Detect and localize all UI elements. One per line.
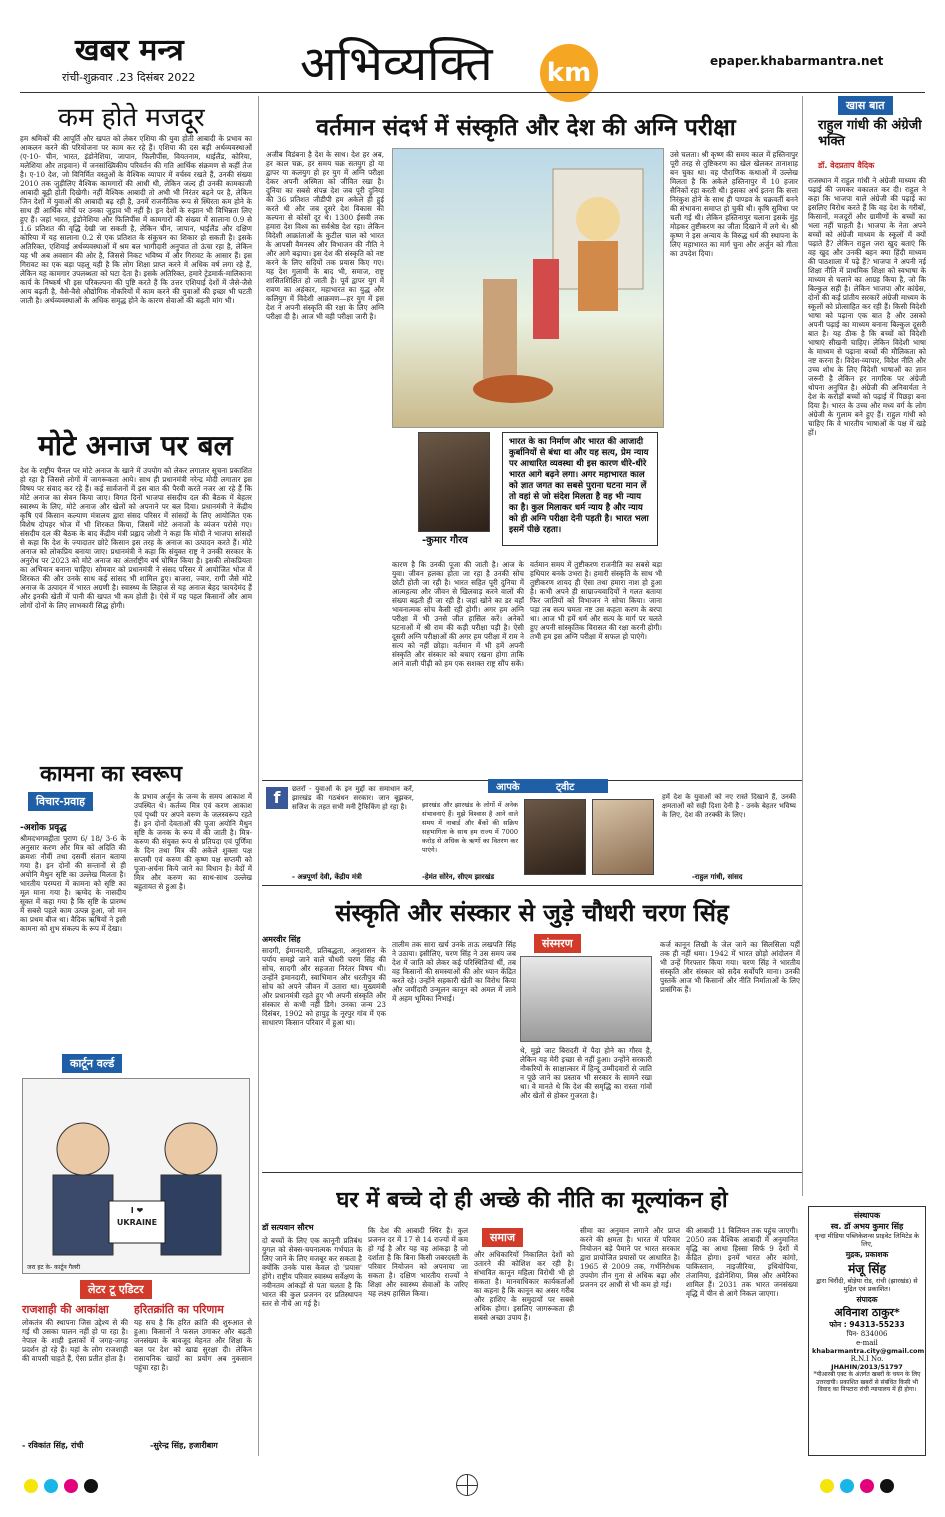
main-col-3: उसे चलता। श्री कृष्ण की समय काल में हस्तिनापुर पूरी तरह से तुष्टिकरण का खेल खेलकर तानाशाह बन चुका था। वह पौराणिक कथाओं में उल्लेख मिलता है कि अकेले हस्तिनापुर में 10 हजार सैनिकों रहा करती थी। इसका अर्थ इतना कि सत्ता निरंकुश होने के साथ ही पाण्डव के चक्रवर्ती बनने की संभावना समाप्त हो चुकी थी। कृषि सुविधा पर चली गई थी। लेकिन हस्तिनापुर चलाना इसके मुंह मोड़कर तुष्टीकरण का जीता दिखाने में लगे थे। श्री कृष्ण ने इस अन्याय के विरुद्ध धर्म की स्थापना के लिए महाभारत का मार्ग चुना और अर्जुन को गीता का उपदेश दिया। <box>670 150 798 258</box>
feature-3-col-4: सीमा का अनुमान लगाने और प्राप्त करने की क्षमता है। भारत में परिवार नियोजन बड़े पैमाने पर भारत सरकार द्वारा प्रायोजित प्रयासों पर आधारित है। 1965 से 2009 तक, गर्भनिरोधक उपयोग तीन गुना से अधिक बढ़ा और प्रजनन दर आधी से भी कम हो गई। <box>580 1226 680 1289</box>
imprint-address: द्वारा चिरौंदी, बोड़ेया रोड, रांची (झारखंड) से मुद्रित एवं प्रकाशित। <box>816 1277 918 1293</box>
charan-singh-photo <box>520 956 652 1042</box>
feature-2-headline: संस्कृति और संस्कार से जुड़े चौधरी चरण सिंह <box>335 899 729 927</box>
imprint-rni: R.N.I No. <box>850 1355 884 1363</box>
right-post-author: -राहुल गांधी, सांसद <box>692 873 743 881</box>
right-headline: राहुल गांधी की अंग्रेजी भक्ति <box>818 118 922 149</box>
right-body: राजस्थान में राहुल गांधी ने अंग्रेजी माध्यम की पढ़ाई की जमकर वकालत कर दी। राहुल ने कहा कि भाजपा वाले अंग्रेजी की पढ़ाई का इसलिए विरोध करते हैं कि वह देश के गरीबों, किसानों, मजदूरों और ग्रामीणों के बच्चों का भला नहीं चाहती है। भाजपा के नेता अपने बच्चों को अंग्रेजी माध्यम के स्कूलों में क्यों पढ़ाते हैं? लेकिन राहुल जरा खुद बताएं कि वह खुद और उनकी बहन क्या हिंदी माध्यम की पाठशाला में पढ़े हैं? भाजपा ने अपनी नई शिक्षा नीति में प्राथमिक शिक्षा को स्वभाषा के माध्यम से चलाने का आग्रह किया है, जो कि बिल्कुल सही है। लेकिन भाजपा और कांग्रेस, दोनों की कई प्रांतीय सरकारें अंग्रेजी माध्यम के स्कूलों को प्रोत्साहित कर रही हैं। किसी विदेशी भाषा को पढ़ाना एक बात है और उसको अपनी पढ़ाई का माध्यम बनाना बिल्कुल दूसरी बात है। यह ठीक है कि बच्चों को विदेशी भाषाएं सीखनी चाहिए। लेकिन विदेशी भाषा के माध्यम से पढ़ाना बच्चों की मौलिकता को नष्ट करना है। विदेश-व्यापार, विदेश नीति और उच्च शोध के लिए विदेशी भाषाओं का ज्ञान जरूरी है लेकिन हर नागरिक पर अंग्रेजी थोपना अनुचित है। अंग्रेजी की अनिवार्यता ने देश के करोड़ों बच्चों को पढ़ाई में पिछड़ा बना दिया है। भारत के उच्च और मध्य वर्ग के लोग अंग्रेजी के गुलाम बने हुए हैं। राहुल गांधी को चाहिए कि वे भारतीय भाषाओं के पक्ष में खड़े हों। <box>808 176 926 437</box>
imprint-email-label: e-mail <box>856 1339 878 1347</box>
imprint-title: संस्थापक <box>853 1211 881 1220</box>
editorial-3-headline: कामना का स्वरूप <box>40 762 182 787</box>
imprint-rni-no: JHAHIN/2013/51797 <box>831 1363 903 1371</box>
letter-1-body: लोकतंत्र की स्थापना जिस उद्देश्य से की गई थी उसका पालन नहीं हो पा रहा है। नेपाल के शाही इलाकों में जगह-जगह प्रदर्शन हो रहे हैं। यहां के लोग राजशाही की वापसी चाहते हैं, ऐसा प्रतीत होता है। <box>22 1318 128 1363</box>
letter-1-author: - रविकांत सिंह, रांची <box>22 1441 84 1450</box>
cartoon-image <box>22 1078 250 1274</box>
feature-2-author: अमरवीर सिंह <box>262 935 301 944</box>
imprint-email[interactable]: khabarmantra.city@gmail.com <box>812 1347 925 1355</box>
sansmaran-tag: संस्मरण <box>534 934 581 953</box>
editorial-3-author: -अशोक प्रवृद्ध <box>20 823 67 833</box>
feature-3-col-3: और अधिकारियों निकालित देशों को उतारने की कोशिश कर रही है। संभावित कानून महिला विरोधी भी हो सकता है। मानवाधिकार कार्यकर्ताओं का कहना है कि कानून का असर गरीब और हाशिए के समुदायों पर सबसे अधिक होगा। इसलिए जागरूकता ही सबसे अच्छा उपाय है। <box>474 1250 574 1322</box>
imprint-note: *पीआरबी एक्ट के अंतर्गत खबरों के चयन के लिए उत्तरदायी। प्रकाशित खबरों से संबंधित किसी भी विवाद का निपटारा रांची न्यायालय में ही होगा। <box>813 1371 921 1393</box>
feature-3-headline: घर में बच्चे दो ही अच्छे की नीति का मूल्यांकन हो <box>336 1188 728 1213</box>
imprint-ed-label: संपादक <box>856 1295 878 1304</box>
tweet-header-b: ट्वीट <box>556 782 575 793</box>
feature-3-author: डॉ सत्यवान सौरभ <box>262 1223 314 1232</box>
main-col-2: कारण है कि उनकी पूजा की जाती है। आज के युवा। जीवन हलका होता जा रहा है उनकी सोच छोटी होती जा रही है। भारत सहित पूरी दुनिया में आत्महत्या और जीवन से खिलवाड़ करने वालों की संख्या बढ़ती ही जा रही है। जहां खोने का डर वहाँ भावनात्मक सोच कैसी रही होगी। अगर हम अग्नि परीक्षा में भी उनसे जीत हासिल करें। अनेकों घटनाओं में श्री राम की कड़ी परीक्षा पड़ी है। ऐसी दूसरी अग्नि परीक्षाओं की अगर हम परीक्षा में राम ने सत्य को नहीं छोड़ा। वर्तमान में भी हमें अपनी संस्कृति और संस्कार को बचाए रखना होगा ताकि आने वाली पीढ़ी को हम एक सशक्त राष्ट्र सौंप सकें। <box>392 560 524 668</box>
section-title: अभिव्यक्ति <box>300 36 493 92</box>
facebook-author: - अन्नपूर्णा देवी, केंद्रीय मंत्री <box>292 873 362 881</box>
letters-tag: लेटर टू एडिटर <box>80 1280 152 1299</box>
cartoon-sign-text: I ❤ UKRAINE <box>116 1206 158 1227</box>
cartoon-credit: जरा हट के- कार्टून गैलरी <box>27 1264 81 1271</box>
feature-2-col-4: कर्ज कानून लिखी के जेल जाने का सिलसिला यहीं तक ही नहीं थमा। 1942 में भारत छोड़ो आंदोलन में भी उन्हें गिरफ्तार किया गया। चरण सिंह ने भारतीय संस्कृति और संस्कार को सदैव सर्वोपरि माना। उनकी पुस्तकें आज भी किसानों और नीति निर्माताओं के लिए प्रासंगिक हैं। <box>660 940 800 994</box>
illustration-image <box>392 148 664 428</box>
feature-2-col-2: तालीम तक सारा खर्च उनके ताऊ लखपति सिंह ने उठाया। इसीलिए, चरण सिंह ने उस समय जब देश में जाति को लेकर कई परिस्थितियां थीं, तब वह किसानों की समस्याओं की ओर ध्यान केंद्रित करते रहे। उन्होंने सहकारी खेती का विरोध किया और जमींदारी उन्मूलन कानून को अमल में लाने में अहम भूमिका निभाई। <box>392 940 516 1003</box>
editorial-3-body-cont: के प्रभाव अर्जुन के जन्म के समय आकाश में उपस्थित थे। कर्तव्य मित्र एवं करण आकाश एवं पृथ्वी पर अपने वरुण के जलस्वरूप रहते हैं। इन दोनों देवताओं की पूजा अयोनि मैथुन सृष्टि के जनक के रूप में की जाती है। मित्र-करुण की संयुक्त रूप से प्रतिपदा एवं पूर्णिमा के दिन तथा मित्र की अकेले शुक्ला पक्ष सप्तमी एवं करुण की कृष्ण पक्ष सप्तमी को पूजा-अर्चना किये जाने का विधान है। वेदों में मित्र और करुण का साथ-साथ उल्लेख बहुतायत से हुआ है। <box>134 792 252 891</box>
hemant-soren-photo <box>524 799 586 875</box>
imprint-pin: पिन- 834006 <box>846 1330 888 1338</box>
rahul-gandhi-photo <box>592 799 654 875</box>
imprint-box <box>808 1206 926 1456</box>
feature-3-col-1: दो बच्चों के लिए एक कानूनी प्रतिबंध युगल को सेक्स-चयनात्मक गर्भपात के लिए जाने के लिए मजबूर कर सकता है क्योंकि उनके पास केवल दो 'प्रयास' होंगे। राष्ट्रीय परिवार स्वास्थ्य सर्वेक्षण के नवीनतम आंकड़ों से पता चलता है कि भारत की कुल प्रजनन दर प्रतिस्थापन स्तर से नीचे आ गई है। <box>262 1236 362 1308</box>
cartoon-drawing <box>23 1079 250 1274</box>
mid-post: झारखंड और झारखंड के लोगों में अनेक संभावनाएं हैं। मुझे विश्वास है आने वाले समय में नाबार्ड और बैंकों की सक्रिय सहभागिता के साथ हम राज्य में 7000 करोड़ से अधिक के ऋणों का वितरण कर पाएंगे। <box>422 801 518 854</box>
feature-3-col-2: कि देश की आबादी स्थिर है। कुल प्रजनन दर में 17 से 14 राज्यों में कम हो गई है और यह वह आंकड़ा है जो दर्शाता है कि बिना किसी जबरदस्ती के परिवार नियोजन को अपनाया जा सकता है। दक्षिण भारतीय राज्यों ने शिक्षा और स्वास्थ्य सेवाओं के जरिए यह लक्ष्य हासिल किया। <box>368 1226 468 1298</box>
letter-2-author: -सुरेन्द्र सिंह, हजारीबाग <box>150 1441 218 1450</box>
main-col-1: अजीब विडंबना है देश के साथ। देश हर अब, हर काल चक्र, हर समय चक्र सतयुग हो या द्वापर या कलयुग हो हर युग में अग्नि परीक्षा देकर अपनी अस्मिता को जीवित रखा है। दुनिया का सबसे संपन्न देश जब पूरी दुनिया की 36 प्रतिशत जीडीपी हम अकेले ही हुई करते थी और जब दूसरे देश विकास की कल्पना से कोसों दूर थे। 1300 ईसवी तक हमारा देश विश्व का सर्वश्रेष्ठ देश रहा। लेकिन विदेशी आक्रांताओं के कुटील चाल को भारत के आपसी वैमनस्य और विभाजन की नीति ने और आगे बढ़ाया। इस देश की संस्कृति को नष्ट करने के लिए सदियों तक प्रयास किए गए। यह देश गुलामी के बाद भी, समाज, राष्ट्र शासितशिक्षित हो जाती है। पूर्व द्वापर युग में रावण का अहंकार, महाभारत का युद्ध और कलियुग में विदेशी आक्रमण—हर युग में इस देश ने अपनी संस्कृति की रक्षा के लिए अग्नि परीक्षा दी है। आज भी वही परीक्षा जारी है। <box>266 150 384 321</box>
main-headline: वर्तमान संदर्भ में संस्कृति और देश की अग्नि परीक्षा <box>316 115 736 141</box>
social-strip <box>262 780 802 886</box>
tweet-header <box>488 779 608 793</box>
registration-target-icon <box>456 1474 478 1496</box>
vichar-pravah-tag: विचार-प्रवाह <box>28 792 93 811</box>
illustration-drawing <box>393 149 664 428</box>
facebook-icon[interactable]: f <box>266 787 288 809</box>
brand-logo-icon: km <box>540 44 598 102</box>
facebook-post: छतरों - युवाओं के इन मुद्दों का समाधान करें, झारखंड की गठबंधन सरकार। जान बूझकर, सजिश के तहत सभी मनी ट्रैफिकिंग हो रहा है। <box>292 785 414 811</box>
imprint-editor: अविनाश ठाकुर* <box>834 1306 900 1319</box>
editorial-1-body: हम श्रमिकों की आपूर्ति और खपत को लेकर एशिया की युवा होती आबादी के प्रभाव का आकलन करने की परियोजना पर काम कर रहे हैं। एशिया की दस बड़ी अर्थव्यवस्थाओं (ए-10- चीन, भारत, इंडोनेशिया, जापान, फिलीपींस, वियतनाम, थाईलैंड, कोरिया, मलेशिया और ताइवान) में जनसांख्यिकीय परिवर्तन की गति आर्थिक संक्रमण से कहीं तेज है। ए-10 देश, जो विनिर्मित वस्तुओं के वैश्विक व्यापार में वर्चस्व रखते हैं, उनकी संख्या 2010 तक जुड़ीलिए वैश्विक कामगारों की आधी थी, लेकिन जल्द ही उनकी कामकाजी आबादी बूढ़ी होती दिखेगी। नहीं वैश्विक आबादी तो अभी भी निरंतर बढ़ने पर है, लेकिन जिन देशों में युवाओं की आबादी बढ़ रही है, उनमें राजनीतिक रूप से स्थिरता कम होने के साथ ही आर्थिक मोर्चे पर उनका जुड़ाव भी नहीं है। इन देशों के रुझान भी विभिन्नता लिए हुए हैं। जहां भारत, इंडोनेशिया और फिलिपींस में कामगारों की संख्या में सालाना 0.9 से 1.6 प्रतिशत की वृद्धि देखी जा सकती है, लेकिन चीन, जापान, थाईलैंड और दक्षिण कोरिया में यह सालाना 0.2 से एक प्रतिशत के संकुचन का शिकार हो सकती है। इसके अतिरिक्त, एशियाई अर्थव्यवस्थाओं में श्रम बल भागीदारी अनुपात तो ऊंचा रहा है, लेकिन यह भी अब अवसान की ओर है, जिससे निकट भविष्य में और गिरावट के आसार हैं। इस गिरावट का एक बड़ा पहलू यही है कि लोग शिक्षा प्राप्त करने में अधिक वर्ष लगा रहे हैं, लेकिन यह कामगार उपलब्धता को घटा देता है। इसके अतिरिक्त, हमारे ट्रेडमार्क-मालिकाना कार्य के निष्कर्ष भी इस परिकल्पना की पुष्टि करते हैं कि उत्तर एशियाई देशों में जैसे-जैसे आय बढ़ती है, वैसे-वैसे औद्योगिक नौकरियों में काम करने की युवाओं की इच्छा भी घटती जाती है। अर्थव्यवस्थाओं के अधिक समृद्ध होने के कारण सेवाओं की बढ़ती मांग भी। <box>20 134 252 305</box>
cartoon-world-tag: कार्टून वर्ल्ड <box>62 1054 122 1073</box>
masthead-dateline: रांची-शुक्रवार .23 दिसंबर 2022 <box>62 71 196 84</box>
feature-2-col-3: थे, मुझे जाट बिरादरी में पैदा होने का गौरव है, लेकिन यह मेरी इच्छा से नहीं हुआ। उन्होंने सरकारी नौकरियों के साक्षात्कार में हिन्दू उम्मीदवारों से जाति न पूछे जाने का प्रस्ताव भी सरकार के सामने रखा था। वे मानते थे कि देश की समृद्धि का रास्ता गांवों और खेतों से होकर गुजरता है। <box>520 1046 652 1100</box>
letter-2-headline: हरितक्रांति का परिणाम <box>134 1303 224 1316</box>
feature-2-col-1: सादगी, ईमानदारी, प्रतिबद्धता, अनुशासन के पर्याय समझे जाने वाले चौधरी चरण सिंह की सोच, सादगी और सहजता निरंतर विषय थी। उन्होंने इमानदारी, स्वाभिमान और धरतीपुत्र की सोच को अपने जीवन में उतारा था। मुख्यमंत्री और प्रधानमंत्री रहते हुए भी अपनी संस्कृति और संस्कार से कभी नहीं डिगे। उनका जन्म 23 दिसंबर, 1902 को हापुड़ के नूरपुर गांव में एक साधारण किसान परिवार में हुआ था। <box>262 946 386 1027</box>
tweet-header-a: आपके <box>496 782 520 793</box>
imprint-publisher: मंजू सिंह <box>848 1262 886 1276</box>
main-col-2b: वर्तमान समय में तुष्टीकरण राजनीति का सबसे बड़ा हथियार बनके उभरा है। हमारी संस्कृति के साथ भी तुष्टीकरण शायद ही ऐसा तथा हमारा नाश हो हुआ है। कभी अपने ही साम्राज्यवादियों ने गलत बताया फिर जातियों को विभाजन ने सोचा किया। जाना पड़ा तब सत्य चमता नष्ट उस कहता करण के बरपा था। आज भी हमें धर्म और सत्य के मार्ग पर चलते हुए अपनी सांस्कृतिक विरासत की रक्षा करनी होगी। तभी हम इस अग्नि परीक्षा में सफल हो पाएंगे। <box>530 560 662 641</box>
letter-2-body: यह सच है कि हरित क्रांति की शुरुआत से हुआ। किसानों ने फसल उगाकर और बढ़ती जनसंख्या के बावजूद मेहनत और शिक्षा के बल पर देश को खाद्य सुरक्षा दी। लेकिन रासायनिक खादों का प्रयोग अब नुकसान पहुंचा रहा है। <box>134 1318 252 1372</box>
imprint-phone: फोन : 94313-55233 <box>829 1320 905 1329</box>
mid-author: -हेमंत सोरेन, सीएम झारखंड <box>422 873 495 881</box>
right-author: डॉ. वेदप्रताप वैदिक <box>818 161 875 170</box>
samaj-tag: समाज <box>482 1228 523 1247</box>
imprint-line1: वृन्दा मीडिया पब्लिकेशन्स प्राइवेट लिमिटेड के लिए, <box>814 1232 920 1248</box>
imprint-founder: स्व. डॉ अभय कुमार सिंह <box>830 1222 904 1231</box>
right-post: हमें देश के युवाओं को नए रास्ते दिखाने हैं, उनकी क्षमताओं को सही दिशा देनी है - उनके बेहतर भविष्य के लिए, देश की तरक्की के लिए। <box>662 793 796 819</box>
epaper-url[interactable]: epaper.khabarmantra.net <box>710 54 884 68</box>
color-registration-dots-right <box>820 1478 900 1497</box>
editorial-2-body: देश के राष्ट्रीय चैनल पर मोटे अनाज के खाने में उपयोग को लेकर लगातार सूचना प्रकाशित हो रहा है जिससे लोगों में जागरूकता आये। साथ ही प्रधानमंत्री नरेन्द्र मोदी लगातार इस विषय पर संवाद कर रहे हैं। कई सार्वजनों में इस बात की पैरवी करते नजर आ रहे हैं कि मोटे अनाज का सेवन किया जाए। विगत दिनों भाजपा संसदीय दल की बैठक में बेहतर स्वास्थ्य के लिए, मोटे अनाज और खेलों को अपनाने पर बल दिया। प्रधानमंत्री ने केंद्रीय कृषि एवं किसान कल्याण मंत्रालय द्वारा संसद परिसर में सांसदों के लिए आयोजित एक विशेष दोपहर भोज में भी शिरकत किया, जिसमें मोटे अनाजों के व्यंजन परोसे गए। संसदीय दल की बैठक के बाद केंद्रीय मंत्री प्रह्लाद जोशी ने कहा कि मोदी ने भाजपा सांसदों से कहा कि देश के ज्यादातर छोटे किसान इस तरह के अनाज का उत्पादन करते हैं। मोटे अनाज को लोकप्रिय बनाया जाए। प्रधानमंत्री ने कहा कि संयुक्त राष्ट्र ने उनकी सरकार के अनुरोध पर 2023 को मोटे अनाज का अंतर्राष्ट्रीय वर्ष घोषित किया है। इसकी लोकप्रियता का अभियान बनाना चाहिए। सोमवार को प्रधानमंत्री ने संसद परिसर में आयोजित भोज में शिरकत की और उनके साथ कई सांसद भी शामिल हुए। बाजरा, ज्वार, रागी जैसे मोटे अनाज के उत्पादन में भारत अग्रणी है। स्वास्थ्य के लिहाज से यह अनाज बेहद फायदेमंद हैं और इनकी खेती में पानी की खपत भी कम होती है। ऐसे में यह पहल किसानों और आम लोगों दोनों के लिए लाभकारी सिद्ध होगी। <box>20 466 252 610</box>
feature-3-col-5: की आबादी 11 बिलियन तक पहुंच जाएगी। 2050 तक वैश्विक आबादी में अनुमानित वृद्धि का आधा हिस्सा सिर्फ 9 देशों में केंद्रित होगा। इनमें भारत और कांगो, पाकिस्तान, नाइजीरिया, इथियोपिया, तंजानिया, इंडोनेशिया, मिस्र और अमेरिका शामिल हैं। 2031 तक भारत जनसंख्या वृद्धि में चीन से आगे निकल जाएगा। <box>686 1226 798 1298</box>
author-photo <box>418 432 490 532</box>
main-pullquote: भारत के का निर्माण और भारत की आजादी कुर्बानियों से बंधा था और यह सत्य, प्रेम न्याय पर आधारित व्यवस्था थी इस कारण धीरे-धीरे भारत आगे बढ़ने लगा। अगर महाभारत काल को ज्ञात जगत का सबसे पुराना घटना मान लें तो वहां से जो संदेश मिलता है वह भी न्याय का है। कुल मिलाकर धर्म न्याय है और न्याय को ही अग्नि परीक्षा देनी पड़ती है। भारत भला इसमें पीछे रहता। <box>502 432 658 546</box>
editorial-1-headline: कम होते मजदूर <box>58 103 205 133</box>
color-registration-dots-left <box>24 1478 104 1497</box>
letter-1-headline: राजशाही की आकांक्षा <box>22 1303 109 1316</box>
khas-baat-tag: खास बात <box>838 96 893 115</box>
editorial-3-body: श्रीमदभगवद्गीता पुराण 6/ 18/ 3-6 के अनुसार करण और मित्र को अदिति की क्रमशः नौवीं तथा दसवीं संतान बताया गया है। इन दोनों की सन्तानों से ही अयोनि मैथुन सृष्टि का उल्लेख मिलता है। भारतीय परम्परा में कामना को सृष्टि का मूल माना गया है। ऋग्वेद के नासदीय सूक्त में कहा गया है कि सृष्टि के प्रारम्भ में सबसे पहले काम उत्पन्न हुआ, जो मन का प्रथम बीज था। वैदिक ऋषियों ने इसी कामना को शुभ संकल्प के रूप में देखा। <box>20 834 126 933</box>
masthead-brand: खबर मन्त्र <box>75 33 184 68</box>
imprint-pub-label: मुद्रक, प्रकाशक <box>845 1250 889 1259</box>
editorial-2-headline: मोटे अनाज पर बल <box>38 429 233 462</box>
main-author: -कुमार गौरव <box>422 535 468 546</box>
